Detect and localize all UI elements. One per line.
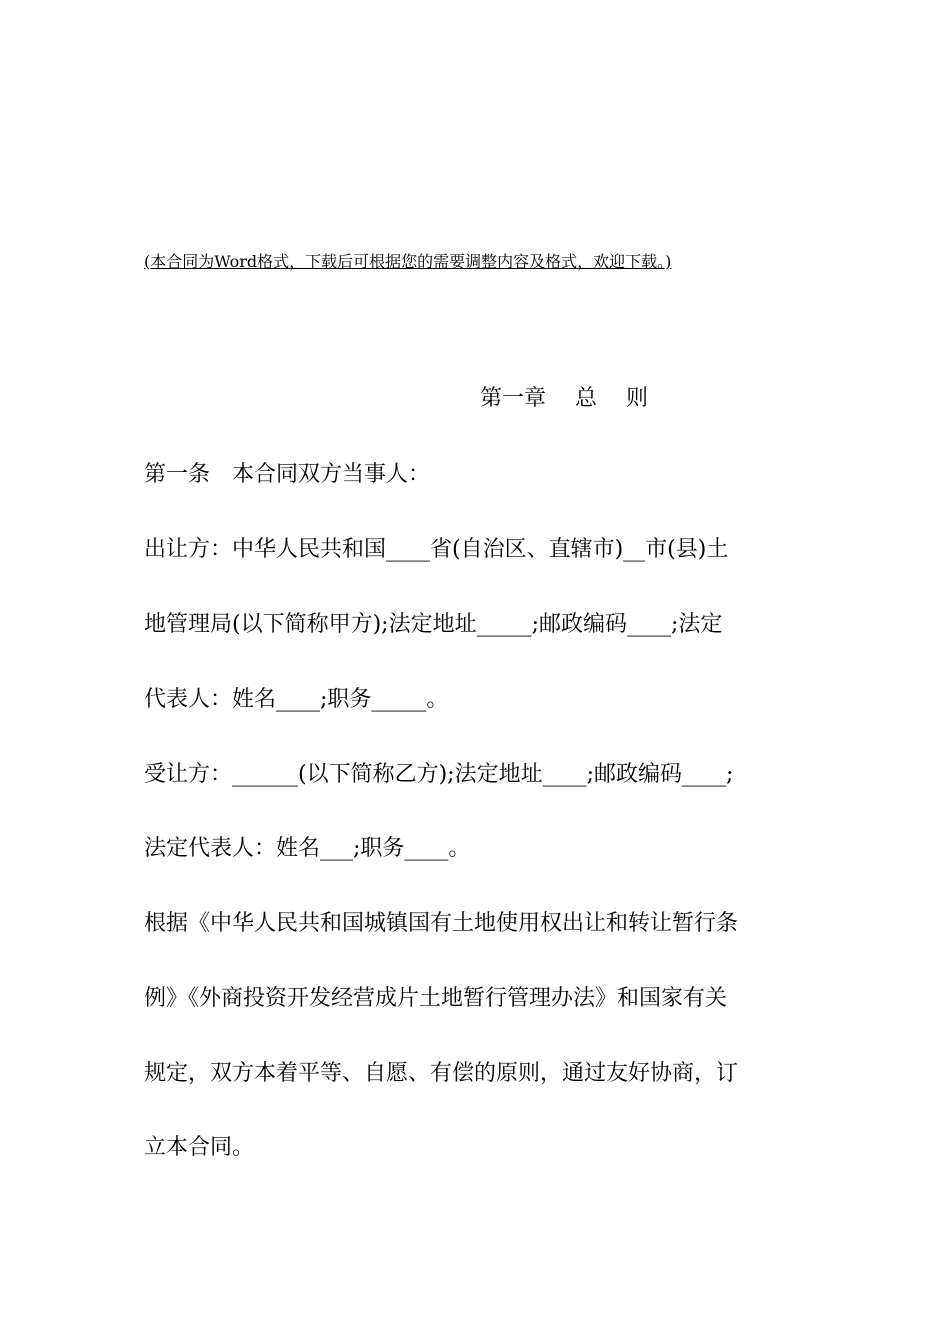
article-one-heading: 第一条 本合同双方当事人： bbox=[144, 462, 431, 487]
transferor-line-2: 地管理局(以下简称甲方);法定地址_____;邮政编码____;法定 bbox=[144, 612, 723, 637]
basis-line-3: 规定，双方本着平等、自愿、有偿的原则，通过友好协商，订 bbox=[144, 1061, 739, 1086]
chapter-title: 第一章 总 则 bbox=[480, 386, 648, 411]
transferee-line-1: 受让方：______(以下简称乙方);法定地址____;邮政编码____; bbox=[144, 762, 734, 787]
transferor-line-3: 代表人：姓名____;职务_____。 bbox=[144, 687, 449, 712]
transferee-line-2: 法定代表人：姓名___;职务____。 bbox=[144, 836, 471, 861]
basis-line-4: 立本合同。 bbox=[144, 1135, 255, 1160]
basis-line-2: 例》《外商投资开发经营成片土地暂行管理办法》和国家有关 bbox=[144, 986, 728, 1011]
basis-line-1: 根据《中华人民共和国城镇国有土地使用权出让和转让暂行条 bbox=[144, 911, 739, 936]
transferor-line-1: 出让方：中华人民共和国____省(自治区、直辖市)__市(县)土 bbox=[144, 537, 729, 562]
format-note: (本合同为Word格式，下载后可根据您的需要调整内容及格式，欢迎下载。) bbox=[144, 252, 672, 271]
